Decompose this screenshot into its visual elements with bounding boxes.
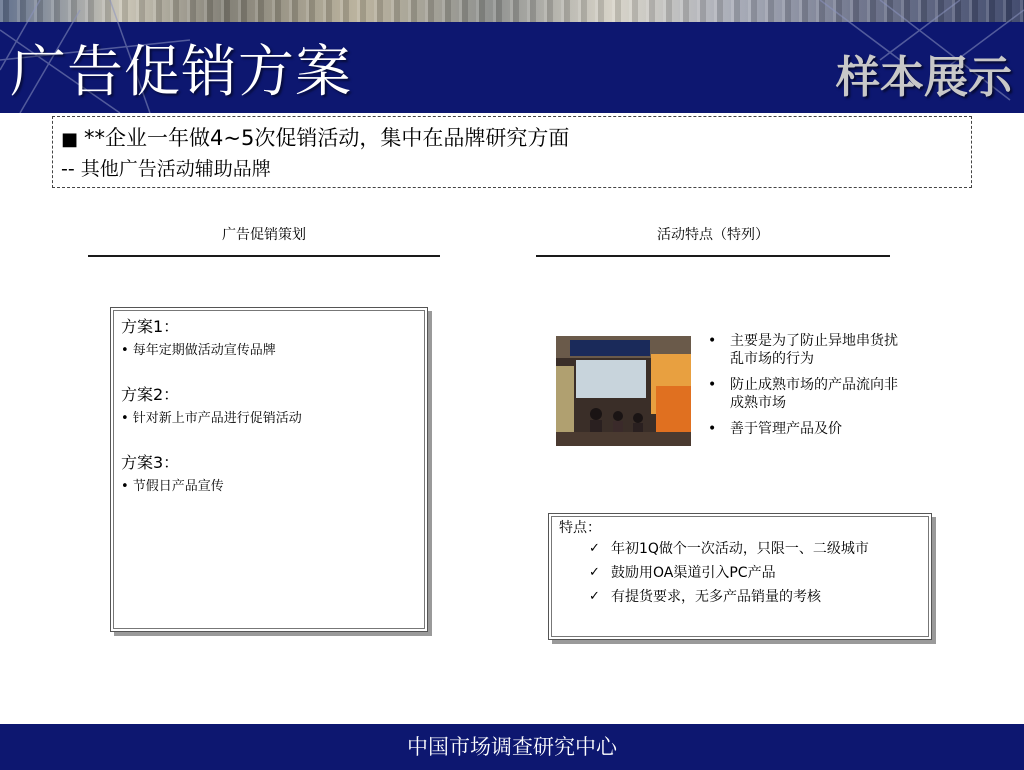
plan-2 — [121, 384, 417, 428]
list-item: • 防止成熟市场的产品流向非成熟市场 — [708, 377, 898, 411]
list-item — [559, 540, 921, 558]
page-title: 广告促销方案 — [10, 40, 352, 105]
slide-footer — [0, 722, 1024, 770]
feature-text: 鼓励用OA渠道引入PC产品 — [611, 565, 776, 581]
plan-3 — [121, 452, 417, 496]
check-icon: ✓ — [589, 589, 600, 604]
check-icon: ✓ — [589, 541, 600, 556]
left-column-rule — [88, 255, 440, 257]
bullet-text: 主要是为了防止异地串货扰乱市场的行为 — [730, 333, 898, 367]
list-item: • 主要是为了防止异地串货扰乱市场的行为 — [708, 333, 898, 367]
summary-box — [52, 116, 972, 188]
plan-3-title: 方案3： — [121, 453, 180, 472]
plan-2-title: 方案2： — [121, 385, 180, 404]
bullet-text: 善于管理产品及价 — [730, 421, 842, 437]
square-bullet-icon: ■ — [61, 129, 79, 150]
summary-line-1 — [61, 123, 971, 155]
summary-line-2: -- 其他广告活动辅助品牌 — [61, 158, 271, 180]
right-column-rule — [536, 255, 890, 257]
plan-1-item: • 每年定期做活动宣传品牌 — [121, 343, 276, 358]
features-heading: 特点： — [559, 520, 601, 536]
event-photo-image — [556, 336, 691, 446]
bullet-text: 防止成熟市场的产品流向非成熟市场 — [730, 377, 898, 411]
list-item — [559, 564, 921, 582]
summary-text-1: **企业一年做4~5次促销活动，集中在品牌研究方面 — [84, 126, 570, 150]
feature-text: 年初1Q做个一次活动，只限一、二级城市 — [611, 541, 869, 557]
event-photo — [556, 336, 691, 446]
list-item: • 善于管理产品及价 — [708, 421, 842, 437]
right-column-heading: 活动特点（特列） — [657, 227, 769, 243]
plan-1 — [121, 316, 417, 360]
feature-text: 有提货要求，无多产品销量的考核 — [611, 589, 821, 605]
list-item — [559, 588, 921, 606]
features-list — [559, 540, 921, 606]
features-panel — [548, 513, 932, 640]
plan-1-title: 方案1： — [121, 317, 180, 336]
check-icon: ✓ — [589, 565, 600, 580]
page-subtitle: 样本展示 — [836, 52, 1012, 103]
footer-text: 中国市场调查研究中心 — [407, 735, 617, 759]
plan-3-item: • 节假日产品宣传 — [121, 479, 224, 494]
slide-header — [0, 0, 1024, 113]
feature-bullets — [708, 332, 908, 446]
plan-2-item: • 针对新上市产品进行促销活动 — [121, 411, 302, 426]
plans-panel — [110, 307, 428, 632]
left-column-heading: 广告促销策划 — [222, 227, 306, 243]
